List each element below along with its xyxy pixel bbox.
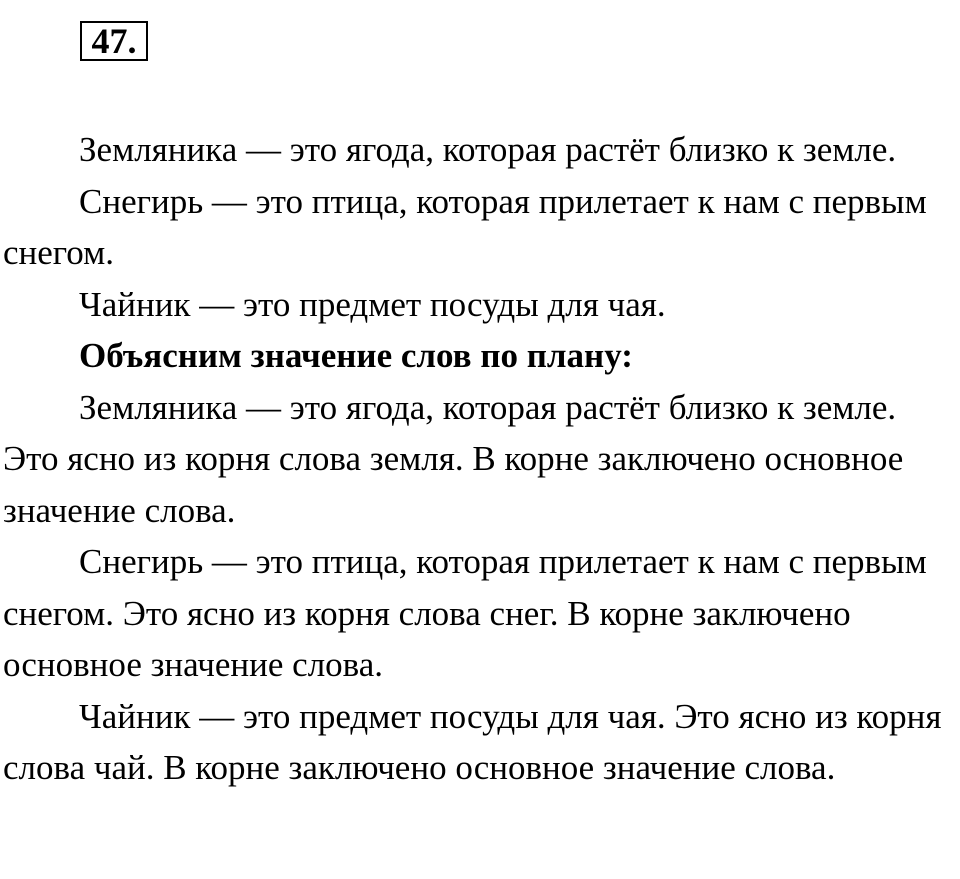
section-heading: Объясним значение слов по плану: [79, 336, 633, 375]
paragraph-definition-snegir: Снегирь — это птица, которая прилетает к нам с первым снегом. [3, 181, 927, 272]
exercise-number: 47. [91, 21, 137, 61]
paragraph-explanation-zemlyanika: Земляника — это ягода, которая растёт близко к земле. Это ясно из корня слова земля. В корне заключено основное значение слова. [3, 387, 904, 530]
paragraph-definition-zemlyanika: Земляника — это ягода, которая растёт близко к земле. [79, 130, 897, 169]
document-body [3, 124, 955, 794]
paragraph-explanation-snegir: Снегирь — это птица, которая прилетает к нам с первым снегом. Это ясно из корня слова снег. В корне заключено основное значение слова. [3, 542, 927, 684]
exercise-number-box [80, 21, 148, 61]
paragraph-definition-chaynik: Чайник — это предмет посуды для чая. [79, 284, 666, 324]
paragraph-explanation-chaynik: Чайник — это предмет посуды для чая. Это ясно из корня слова чай. В корне заключено основное значение слова. [3, 696, 942, 787]
